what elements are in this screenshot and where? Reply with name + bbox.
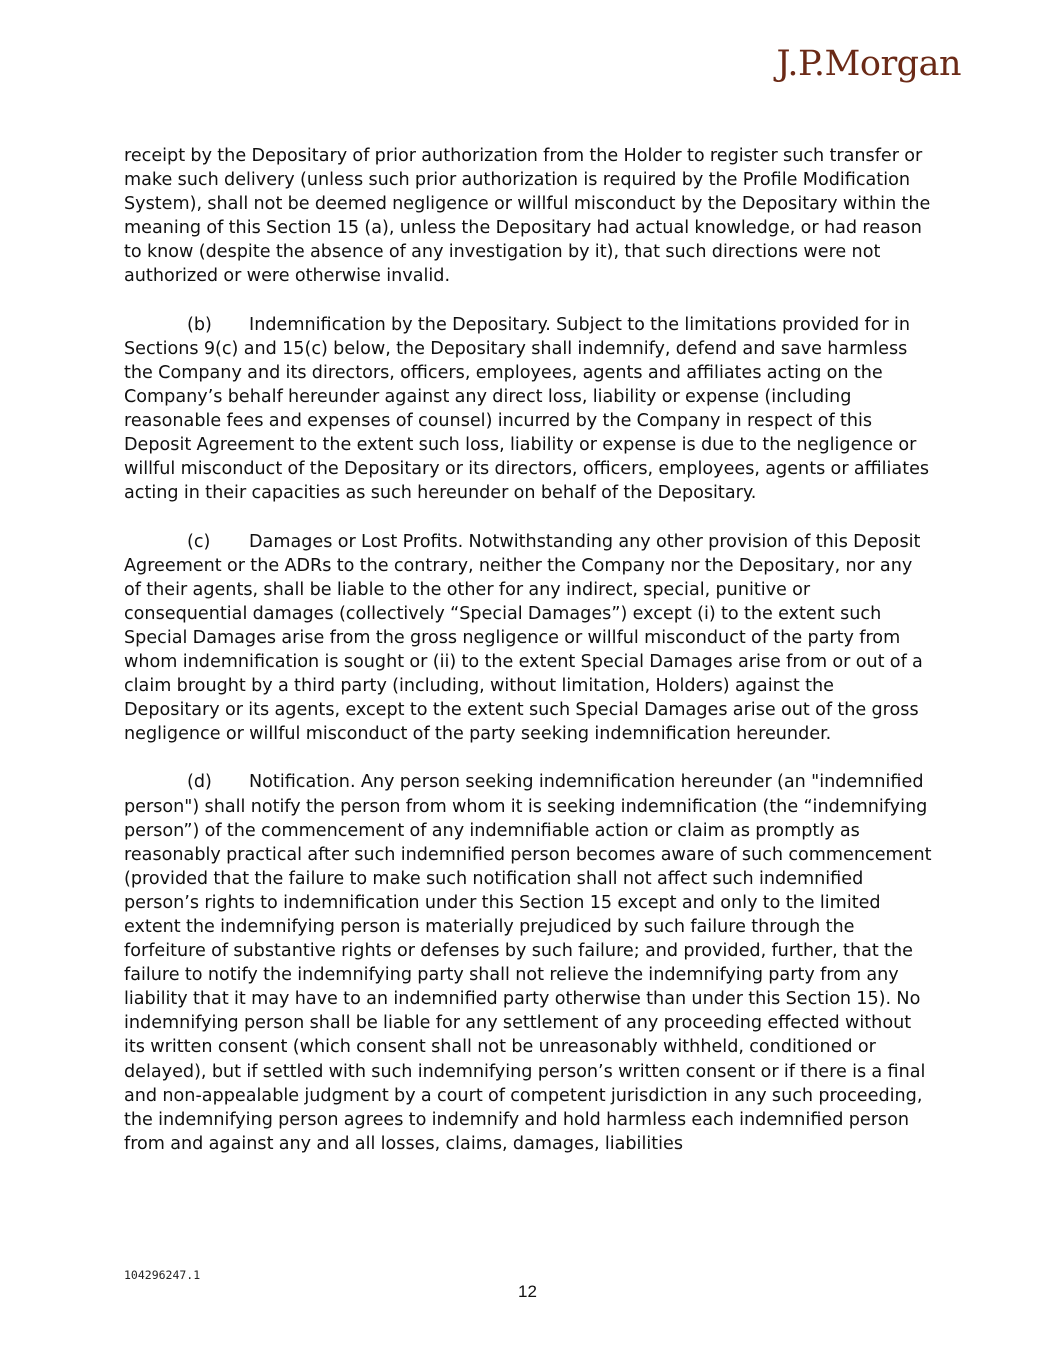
paragraph-d bbox=[124, 770, 932, 1156]
paragraph-d-number: (d) bbox=[187, 772, 212, 793]
paragraph-d-text: Notification. Any person seeking indemnification hereunder (an "indemnified person") shall notify the person from whom it is seeking indemnification (the “indemnifying person”) of the commencement of any indemnifiable action or claim as promptly as reasonably practical after such indemnified person becomes aware of such commencement (provided that the failure to make such notification shall not affect such indemnified person’s rights to indemnification under this Section 15 except and only to the limited extent the indemnifying person is materially prejudiced by such failure through the forfeiture of substantive rights or defenses by such failure; and provided, further, that the failure to notify the indemnifying party shall not relieve the indemnifying party from any liability that it may have to an indemnified party otherwise than under this Section 15). No indemnifying person shall be liable for any settlement of any proceeding effected without its written consent (which consent shall not be unreasonably withheld, conditioned or delayed), but if settled with such indemnifying person’s written consent or if there is a final and non-appealable judgment by a court of competent jurisdiction in any such proceeding, the indemnifying person agrees to indemnify and hold harmless each indemnified person from and against any and all losses, claims, damages, liabilities bbox=[124, 772, 932, 1154]
paragraph-b-number: (b) bbox=[187, 314, 212, 335]
paragraph-b bbox=[124, 313, 932, 506]
page-number: 12 bbox=[518, 1282, 537, 1301]
paragraph-b-text: Indemnification by the Depositary. Subject to the limitations provided for in Sections 9(c) and 15(c) below, the Depositary shall indemnify, defend and save harmless the Company and its directors, officers, employees, agents and affiliates acting on the Company’s behalf hereunder against any direct loss, liability or expense (including reasonable fees and expenses of counsel) incurred by the Company in respect of this Deposit Agreement to the extent such loss, liability or expense is due to the negligence or willful misconduct of the Depositary or its directors, officers, employees, agents or affiliates acting in their capacities as such hereunder on behalf of the Depositary. bbox=[124, 314, 930, 504]
jpmorgan-logo: J.P.Morgan bbox=[776, 44, 961, 84]
paragraph-c bbox=[124, 530, 932, 747]
paragraph-a-continuation: receipt by the Depositary of prior authorization from the Holder to register such transfer or make such delivery (unless such prior authorization is required by the Profile Modification System), shall not be deemed negligence or willful misconduct by the Depositary within the meaning of this Section 15 (a), unless the Depositary had actual knowledge, or had reason to know (despite the absence of any investigation by it), that such directions were not authorized or were otherwise invalid. bbox=[124, 146, 931, 287]
paragraph-c-number: (c) bbox=[187, 531, 211, 552]
paragraph-c-text: Damages or Lost Profits. Notwithstanding any other provision of this Deposit Agreement or the ADRs to the contrary, neither the Company nor the Depositary, nor any of their agents, shall be liable to the other for any indirect, special, punitive or consequential damages (collectively “Special Damages”) except (i) to the extent such Special Damages arise from the gross negligence or willful misconduct of the party from whom indemnification is sought or (ii) to the extent Special Damages arise from or out of a claim brought by a third party (including, without limitation, Holders) against the Depositary or its agents, except to the extent such Special Damages arise out of the gross negligence or willful misconduct of the party seeking indemnification hereunder. bbox=[124, 531, 923, 745]
document-body bbox=[124, 144, 932, 1180]
document-id: 104296247.1 bbox=[124, 1268, 201, 1282]
